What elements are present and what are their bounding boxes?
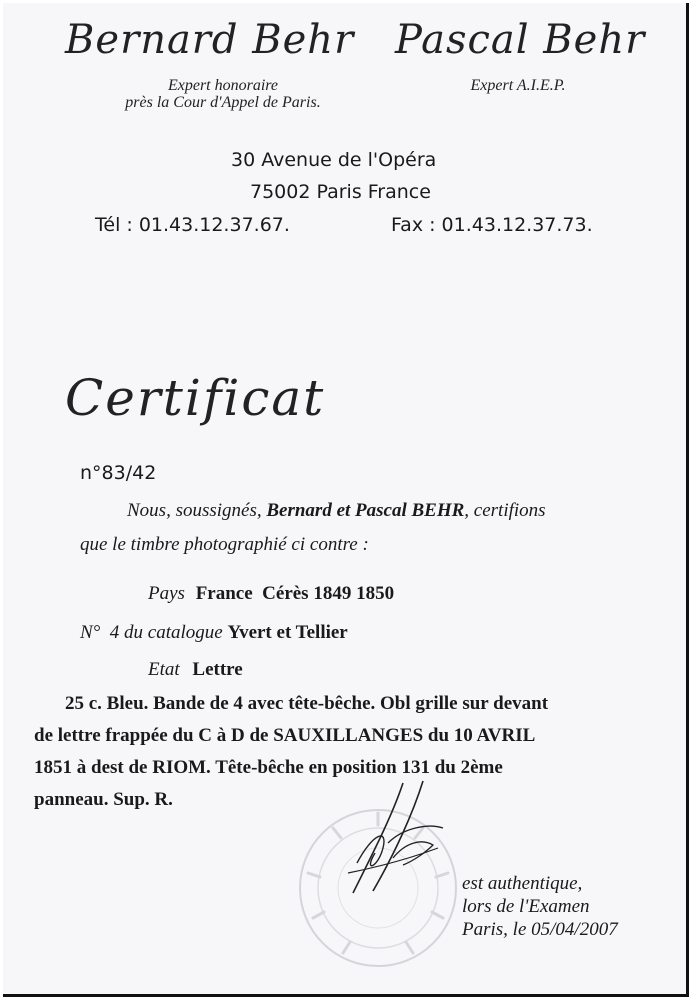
intro-line2: que le timbre photographié ci contre : [80,534,369,555]
expert-right: Expert A.I.E.P. [470,77,566,94]
certificate-number: n°83/42 [80,462,157,484]
etat-label: Etat [148,659,180,680]
etat-row [148,659,243,681]
description-block [34,688,548,816]
intro-text-a: Nous, soussignés, [127,500,262,521]
header-name-left: Bernard Behr [65,17,355,63]
expert-left-line2: près la Cour d'Appel de Paris. [125,94,321,111]
pays-label: Pays [148,583,185,604]
catalogue-row [80,622,348,644]
pays-row [148,583,394,605]
address-street: 30 Avenue de l'Opéra [231,149,437,171]
signature [333,773,463,903]
description-line: 1851 à dest de RIOM. Tête-bêche en position 131 du 2ème [34,757,503,778]
description-line: panneau. Sup. R. [34,789,173,810]
description-line: 25 c. Bleu. Bande de 4 avec tête-bêche. Obl grille sur devant [65,693,549,714]
closing-line3: Paris, le 05/04/2007 [462,919,618,940]
address-city: 75002 Paris France [250,181,431,203]
address-tel: Tél : 01.43.12.37.67. [95,214,290,236]
pays-value: France Cérès 1849 1850 [195,583,395,604]
expert-left-line1: Expert honoraire [167,77,279,94]
catalogue-value: Yvert et Tellier [227,622,348,643]
expert-left [103,77,343,111]
certificate-title: Certificat [65,369,326,427]
closing-line1: est authentique, [462,873,583,894]
etat-value: Lettre [192,659,243,680]
header-name-right: Pascal Behr [395,17,646,63]
intro-text-b: , certifions [464,500,546,521]
description-line: de lettre frappée du C à D de SAUXILLANGES du 10 AVRIL [34,725,536,746]
certificate-page [3,3,689,997]
intro-line1 [127,500,546,522]
address-fax: Fax : 01.43.12.37.73. [391,214,593,236]
intro-names: Bernard et Pascal BEHR [266,500,465,521]
closing-line2: lors de l'Examen [462,896,590,917]
catalogue-label: N° 4 du catalogue [80,622,223,643]
